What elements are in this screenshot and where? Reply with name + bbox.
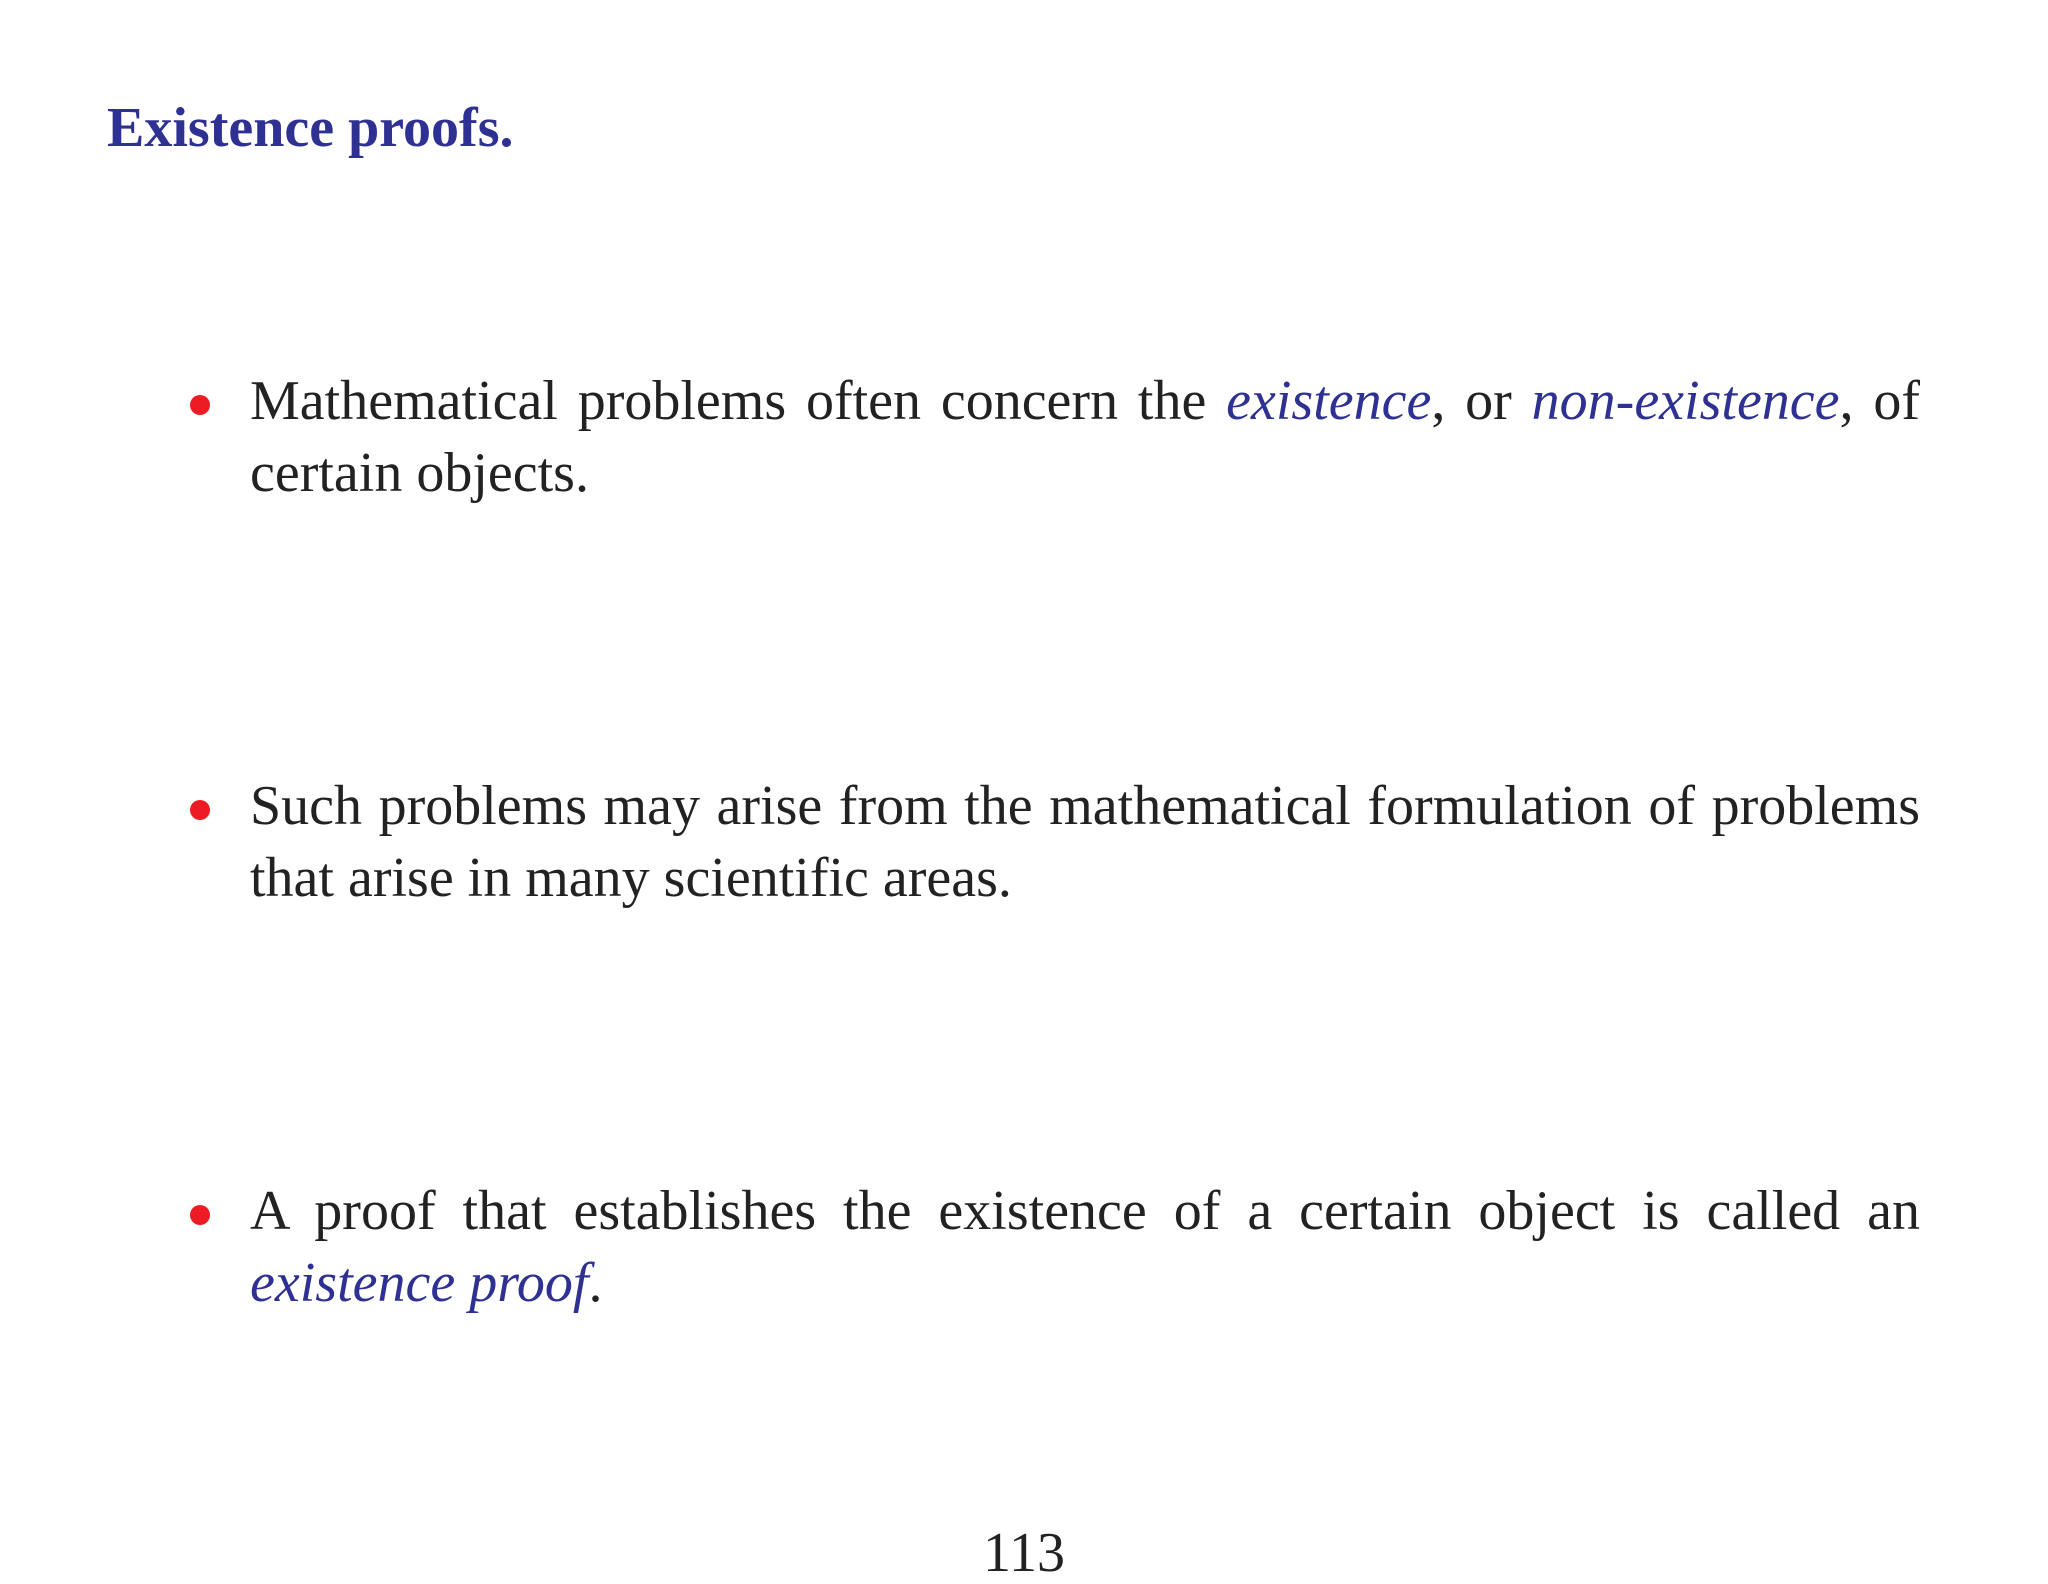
- emphasized-term: non-existence: [1531, 370, 1840, 432]
- page-number: 113: [983, 1522, 1065, 1584]
- text-run: A proof that establishes the existence of a certain object is called an: [250, 1180, 1920, 1242]
- bullet-dot-icon: [190, 395, 210, 415]
- text-run: Mathematical problems often concern the: [250, 370, 1227, 432]
- text-run: , of certain objects.: [250, 370, 1920, 504]
- text-run: Such problems may arise from the mathematical formulation of problems that arise in many scientific areas.: [250, 775, 1920, 909]
- bullet-text: [250, 1175, 1920, 1319]
- slide-title: Existence proofs.: [107, 97, 514, 159]
- emphasized-term: existence proof: [250, 1252, 589, 1314]
- bullet-text: [250, 365, 1920, 509]
- text-run: .: [588, 1252, 603, 1314]
- emphasized-term: existence: [1226, 370, 1432, 432]
- bullet-dot-icon: [190, 800, 210, 820]
- bullet-text: [250, 770, 1920, 914]
- text-run: , or: [1431, 370, 1532, 432]
- bullet-dot-icon: [190, 1205, 210, 1225]
